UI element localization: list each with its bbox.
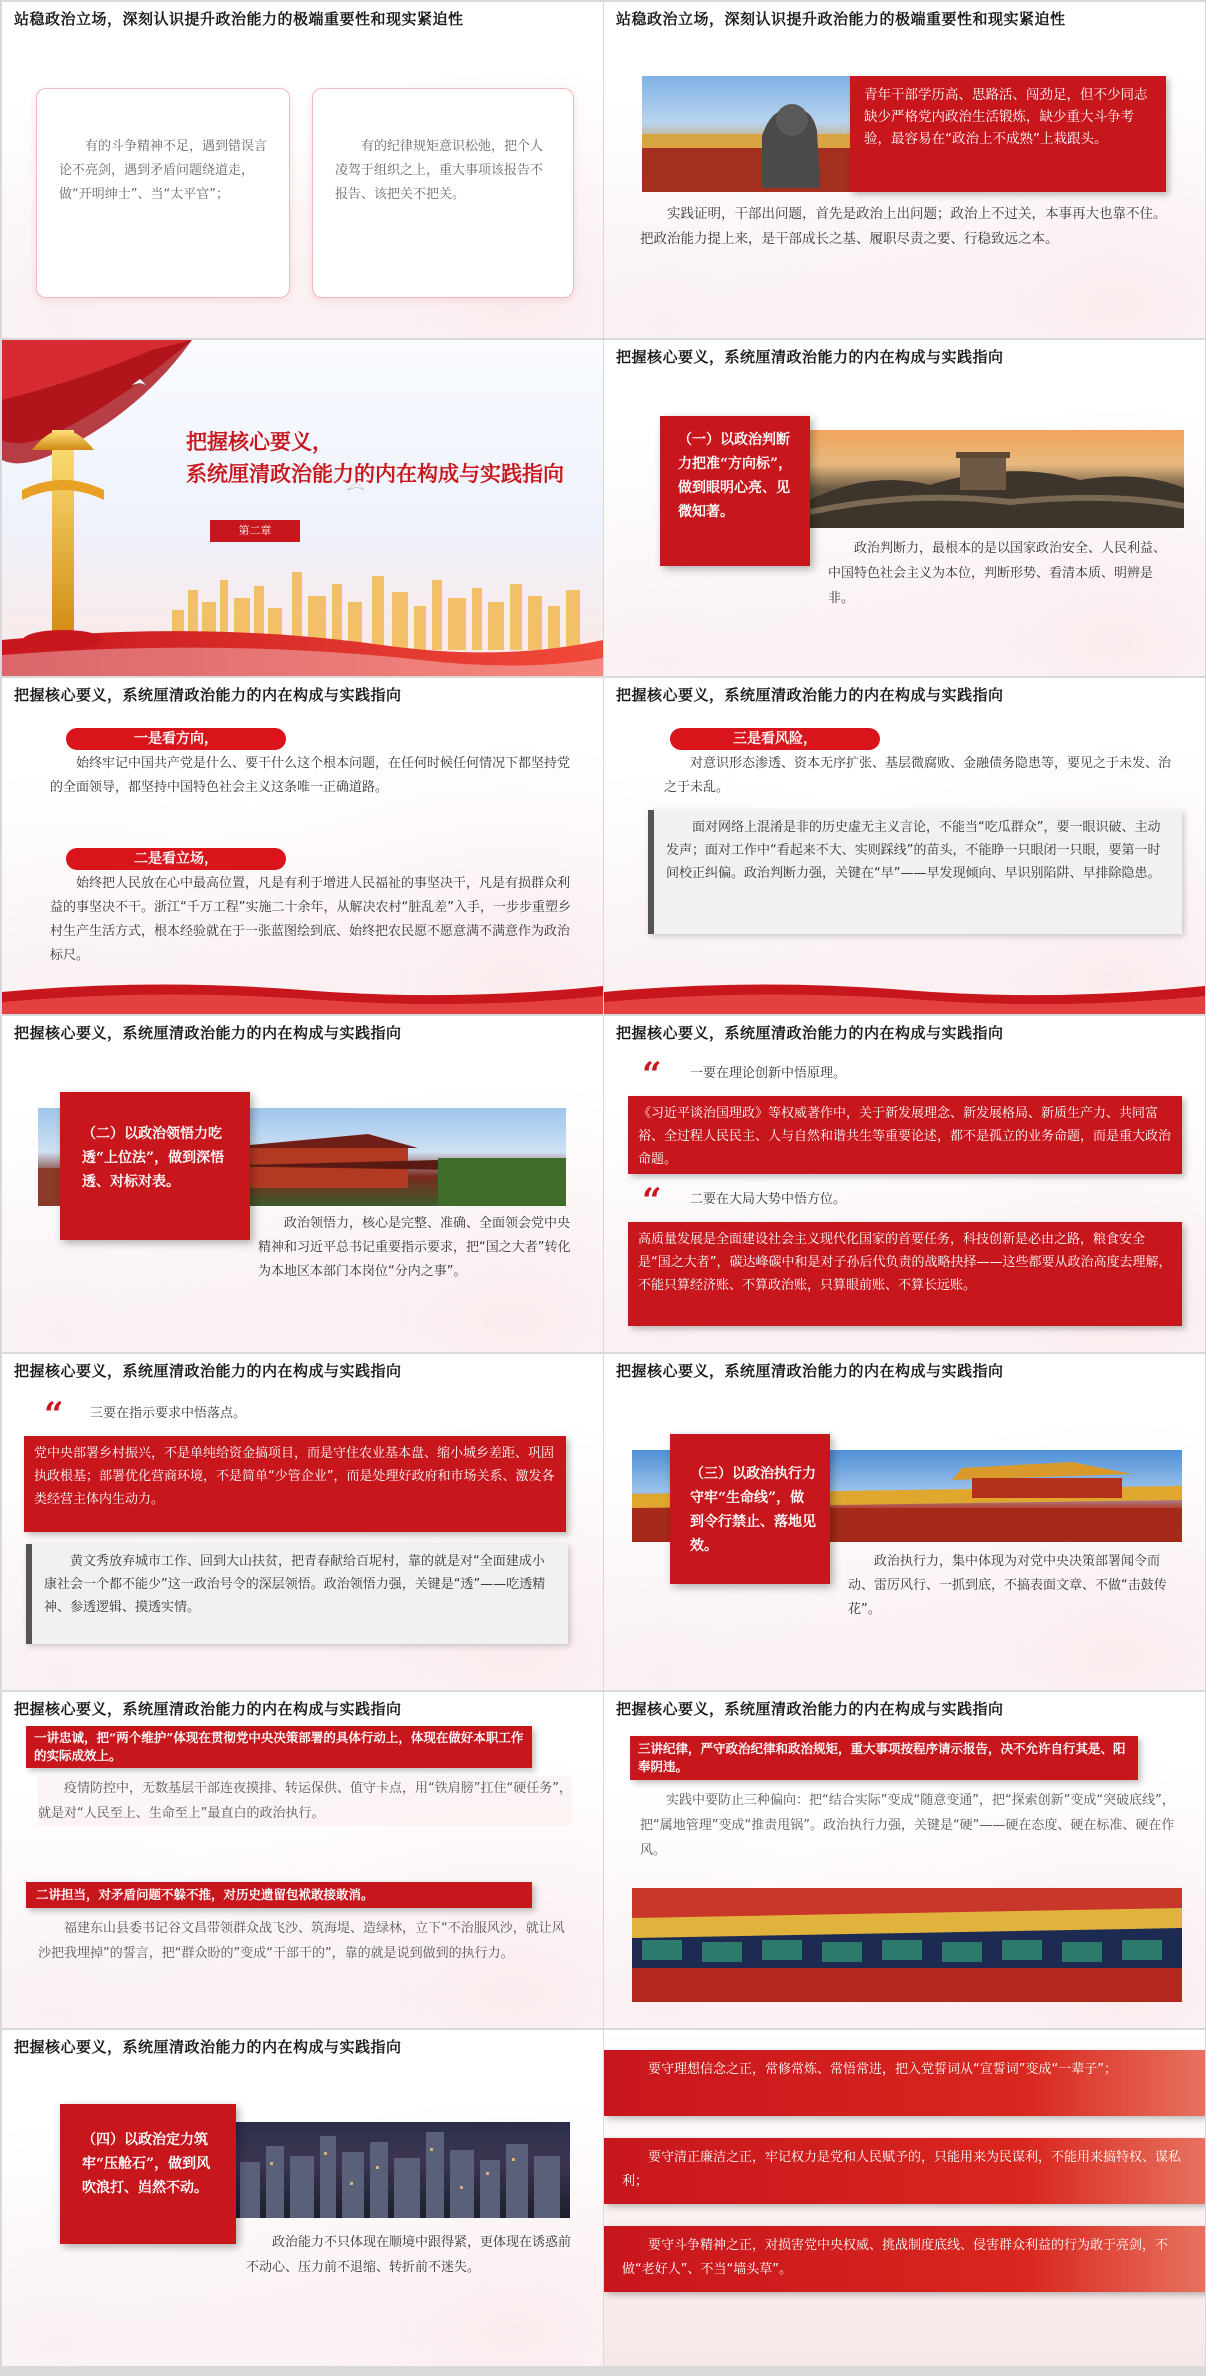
chapter-title-line1: 把握核心要义， bbox=[186, 429, 333, 454]
slide-7[interactable] bbox=[2, 1016, 603, 1352]
slide-6[interactable] bbox=[604, 678, 1205, 1014]
quote-mark-icon: “ bbox=[642, 1181, 662, 1221]
slide-3-chapter-cover[interactable] bbox=[2, 340, 603, 676]
info-card-1: 有的斗争精神不足，遇到错误言论不亮剑，遇到矛盾问题绕道走，做“开明绅士”、当“太平官”； bbox=[36, 88, 290, 298]
chapter-title-line2: 系统厘清政治能力的内在构成与实践指向 bbox=[186, 461, 564, 486]
slide-header: 把握核心要义，系统厘清政治能力的内在构成与实践指向 bbox=[14, 1700, 402, 1718]
section-tag: （一）以政治判断力把准“方向标”，做到眼明心亮、见微知著。 bbox=[660, 416, 810, 566]
slide-14[interactable] bbox=[604, 2030, 1205, 2366]
body-text-2: 始终把人民放在心中最高位置，凡是有利于增进人民福祉的事坚决干，凡是有损群众利益的事坚决不干。浙江“千万工程”实施二十余年，从解决农村“脏乱差”入手，一步步重塑乡村生产生活方式，根本经验就在于一张蓝图绘到底、始终把农民愿不愿意满不满意作为政治标尺。 bbox=[50, 876, 571, 963]
principle-band-2: 要守清正廉洁之正，牢记权力是党和人民赋予的，只能用来为民谋利，不能用来搞特权、谋私利； bbox=[604, 2138, 1205, 2204]
city-night-photo bbox=[230, 2122, 570, 2218]
body-text: 实践证明，干部出问题，首先是政治上出问题；政治上不过关，本事再大也靠不住。把政治能力提上来，是干部成长之基、履职尽责之要、行稳致远之本。 bbox=[640, 206, 1167, 247]
slide-2[interactable] bbox=[604, 2, 1205, 338]
slide-header: 把握核心要义，系统厘清政治能力的内在构成与实践指向 bbox=[616, 1024, 1004, 1042]
body-text: 政治领悟力，核心是完整、准确、全面领会党中央精神和习近平总书记重要指示要求，把“国之大者”转化为本地区本部门本岗位“分内之事”。 bbox=[258, 1216, 571, 1279]
section-tag: （四）以政治定力筑牢“压舱石”，做到风吹浪打、岿然不动。 bbox=[60, 2104, 236, 2244]
slide-11[interactable] bbox=[2, 1692, 603, 2028]
slide-header: 把握核心要义，系统厘清政治能力的内在构成与实践指向 bbox=[616, 1700, 1004, 1718]
slide-1[interactable] bbox=[2, 2, 603, 338]
point-bar-2: 二讲担当，对矛盾问题不躲不推，对历史遗留包袱敢接敢消。 bbox=[26, 1882, 532, 1908]
point-bar-1: 一讲忠诚，把“两个维护”体现在贯彻党中央决策部署的具体行动上，体现在做好本职工作的实际成效上。 bbox=[26, 1726, 532, 1768]
point-text-2: 二要在大局大势中悟方位。 bbox=[690, 1192, 847, 1207]
slide-9[interactable] bbox=[2, 1354, 603, 1690]
slide-header: 把握核心要义，系统厘清政治能力的内在构成与实践指向 bbox=[14, 686, 402, 704]
body-text-1: 始终牢记中国共产党是什么、要干什么这个根本问题，在任何时候任何情况下都坚持党的全面领导，都坚持中国特色社会主义这条唯一正确道路。 bbox=[50, 756, 571, 795]
body-text: 政治执行力，集中体现为对党中央决策部署闻令而动、雷厉风行、一抓到底，不搞表面文章、不做“击鼓传花”。 bbox=[848, 1554, 1167, 1617]
body-text: 实践中要防止三种偏向：把“结合实际”变成“随意变通”，把“探索创新”变成“突破底线”，把“属地管理”变成“推责甩锅”。政治执行力强，关键是“硬”——硬在态度、硬在标准、硬在作风。 bbox=[640, 1793, 1175, 1858]
great-wall-photo bbox=[810, 430, 1184, 528]
body-text-2: 福建东山县委书记谷文昌带领群众战飞沙、筑海堤、造绿林，立下“不治服风沙，就让风沙把我埋掉”的誓言，把“群众盼的”变成“干部干的”，靠的就是说到做到的执行力。 bbox=[38, 1921, 565, 1961]
point-pill: 三是看风险， bbox=[670, 728, 880, 750]
slide-4[interactable] bbox=[604, 340, 1205, 676]
red-panel-2: 高质量发展是全面建设社会主义现代化国家的首要任务，科技创新是必由之路，粮食安全是“国之大者”，碳达峰碳中和是对子孙后代负责的战略抉择——这些都要从政治高度去理解，不能只算经济账、不算政治账，只算眼前账、不算长远账。 bbox=[628, 1222, 1182, 1326]
point-bar: 三讲纪律，严守政治纪律和政治规矩，重大事项按程序请示报告，决不允许自行其是、阳奉阴违。 bbox=[630, 1736, 1138, 1780]
slide-header: 把握核心要义，系统厘清政治能力的内在构成与实践指向 bbox=[616, 348, 1004, 366]
body-text-1: 疫情防控中，无数基层干部连夜摸排、转运保供、值守卡点，用“铁肩膀”扛住“硬任务”，就是对“人民至上、生命至上”最直白的政治执行。 bbox=[38, 1776, 572, 1826]
slide-header: 站稳政治立场，深刻认识提升政治能力的极端重要性和现实紧迫性 bbox=[616, 10, 1066, 28]
slide-header: 把握核心要义，系统厘清政治能力的内在构成与实践指向 bbox=[616, 686, 1004, 704]
point-pill-2: 二是看立场， bbox=[66, 848, 286, 870]
slide-header: 站稳政治立场，深刻认识提升政治能力的极端重要性和现实紧迫性 bbox=[14, 10, 464, 28]
info-card-2: 有的纪律规矩意识松弛，把个人凌驾于组织之上，重大事项该报告不报告、该把关不把关。 bbox=[312, 88, 574, 298]
red-panel: 党中央部署乡村振兴，不是单纯给资金搞项目，而是守住农业基本盘、缩小城乡差距、巩固执政根基；部署优化营商环境，不是简单“少管企业”，而是处理好政府和市场关系、激发各类经营主体内生动力。 bbox=[24, 1436, 566, 1532]
point-text: 三要在指示要求中悟落点。 bbox=[90, 1406, 247, 1421]
cover-decoration bbox=[2, 340, 603, 676]
slide-header: 把握核心要义，系统厘清政治能力的内在构成与实践指向 bbox=[14, 2038, 402, 2056]
slide-10[interactable] bbox=[604, 1354, 1205, 1690]
body-text: 政治能力不只体现在顺境中跟得紧，更体现在诱惑前不动心、压力前不退缩、转折前不迷失。 bbox=[246, 2235, 572, 2275]
slide-header: 把握核心要义，系统厘清政治能力的内在构成与实践指向 bbox=[14, 1024, 402, 1042]
body-text: 对意识形态渗透、资本无序扩张、基层微腐败、金融债务隐患等，要见之于未发、治之于未乱。 bbox=[664, 756, 1172, 795]
bottom-wave bbox=[604, 978, 1205, 1014]
stone-lion-photo bbox=[642, 76, 852, 192]
red-panel-1: 《习近平谈治国理政》等权威著作中，关于新发展理念、新发展格局、新质生产力、共同富裕、全过程人民民主、人与自然和谐共生等重要论述，都不是孤立的业务命题，而是重大政治命题。 bbox=[628, 1096, 1182, 1174]
point-text-1: 一要在理论创新中悟原理。 bbox=[690, 1066, 847, 1081]
slide-13[interactable] bbox=[2, 2030, 603, 2366]
point-pill-1: 一是看方向， bbox=[66, 728, 286, 750]
slide-12[interactable] bbox=[604, 1692, 1205, 2028]
slide-header: 把握核心要义，系统厘清政治能力的内在构成与实践指向 bbox=[616, 1362, 1004, 1380]
section-tag: （三）以政治执行力守牢“生命线”，做到令行禁止、落地见效。 bbox=[670, 1434, 830, 1584]
section-tag: （二）以政治领悟力吃透“上位法”，做到深悟透、对标对表。 bbox=[60, 1092, 250, 1240]
body-text: 政治判断力，最根本的是以国家政治安全、人民利益、中国特色社会主义为本位，判断形势、看清本质、明辨是非。 bbox=[828, 541, 1167, 606]
principle-band-1: 要守理想信念之正，常修常炼、常悟常进，把入党誓词从“宣誓词”变成“一辈子”； bbox=[604, 2050, 1205, 2116]
quote-mark-icon: “ bbox=[642, 1055, 662, 1095]
slide-header: 把握核心要义，系统厘清政治能力的内在构成与实践指向 bbox=[14, 1362, 402, 1380]
example-panel: 黄文秀放弃城市工作、回到大山扶贫，把青春献给百坭村，靠的就是对“全面建成小康社会一个都不能少”这一政治号令的深层领悟。政治领悟力强，关键是“透”——吃透精神、参透逻辑、摸透实情。 bbox=[26, 1544, 568, 1644]
chapter-badge: 第二章 bbox=[210, 520, 300, 542]
slide-5[interactable] bbox=[2, 678, 603, 1014]
principle-band-3: 要守斗争精神之正，对损害党中央权威、挑战制度底线、侵害群众利益的行为敢于亮剑，不做“老好人”、不当“墙头草”。 bbox=[604, 2226, 1205, 2292]
palace-eaves-photo bbox=[632, 1888, 1182, 2002]
slide-8[interactable] bbox=[604, 1016, 1205, 1352]
example-panel: 面对网络上混淆是非的历史虚无主义言论，不能当“吃瓜群众”，要一眼识破、主动发声；面对工作中“看起来不大、实则踩线”的苗头，不能睁一只眼闭一只眼，要第一时间校正纠偏。政治判断力强，关键在“早”——早发现倾向、早识别陷阱、早排除隐患。 bbox=[648, 810, 1182, 934]
highlight-red-panel: 青年干部学历高、思路活、闯劲足，但不少同志缺少严格党内政治生活锻炼，缺少重大斗争考验，最容易在“政治上不成熟”上栽跟头。 bbox=[850, 76, 1166, 192]
bottom-wave bbox=[2, 978, 603, 1014]
quote-mark-icon: “ bbox=[44, 1395, 64, 1435]
